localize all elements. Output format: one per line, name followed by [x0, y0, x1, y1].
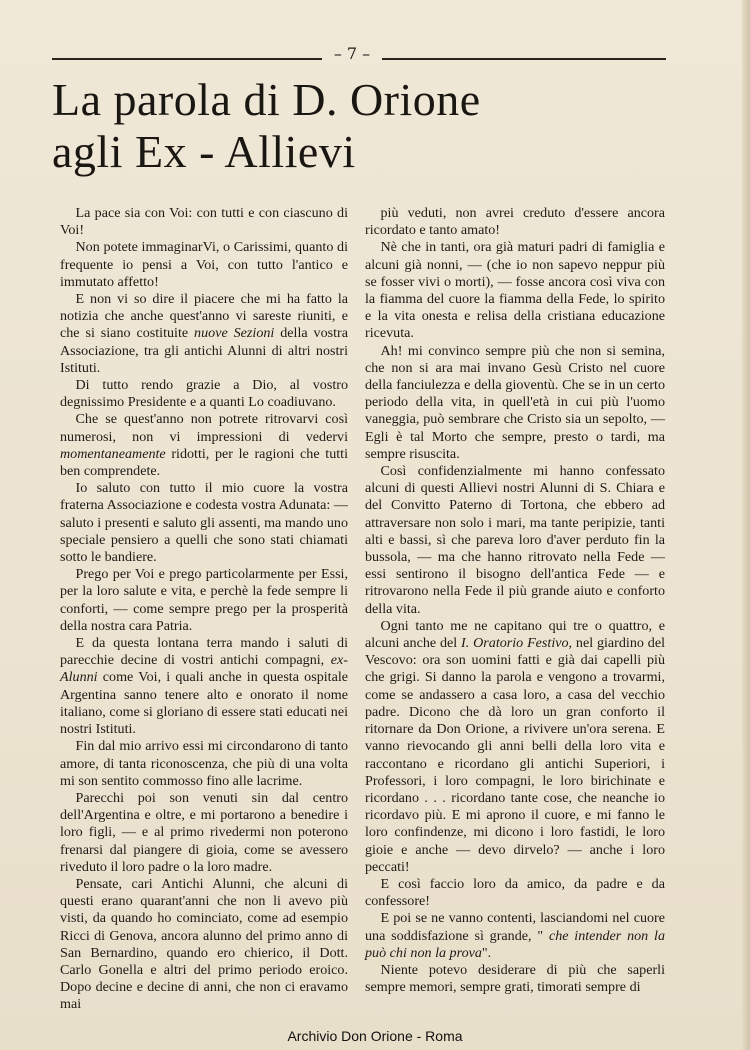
article-title — [52, 74, 672, 178]
left-column-paragraph: E da questa lontana terra mando i saluti di parecchie decine di vostri antichi compagni, ex-Alunni come Voi, i quali anche in questa ospitale Argentina sanno tenere alto e onorato il nome italiano, come si gloriano di essere stati educati nei nostri Istituti. — [60, 635, 348, 738]
right-column — [365, 205, 665, 996]
right-column-paragraph: Niente potevo desiderare di più che saperli sempre memori, sempre grati, timorati sempre di — [365, 961, 665, 996]
left-column-paragraph: E non vi so dire il piacere che mi ha fatto la notizia che anche quest'anno vi sareste riuniti, e che si siano costituite nuove Sezioni della vostra Associazione, tra gli antichi Alunni di altri nostri Istituti. — [60, 291, 348, 376]
right-column-paragraph: Nè che in tanti, ora già maturi padri di famiglia e alcuni già nonni, — (che io non sapevo neppur più se fosser vivi o morti), — fosse ancora così viva con la fiamma del cuore la fiamma della Fede, lo spirito e la vita onesta e relisa della cristiana educazione ricevuta. — [365, 239, 665, 342]
left-column-paragraph: Io saluto con tutto il mio cuore la vostra fraterna Associazione e codesta vostra Adunata: — saluto i presenti e saluto gli assenti, ma mando uno speciale pensiero a quelli che sono stati chiamati sotto le bandiere. — [60, 480, 348, 566]
left-column-paragraph: Fin dal mio arrivo essi mi circondarono di tanto amore, di tanta riconoscenza, che più di una volta mi son sentito commosso fino alle lacrime. — [60, 738, 348, 789]
left-column — [60, 205, 348, 1014]
header-rule-left — [52, 58, 322, 60]
left-column-paragraph: Prego per Voi e prego particolarmente per Essi, per la loro salute e vita, e perchè la fede sempre li conforti, — come sempre prego per la prosperità della nostra cara Patria. — [60, 566, 348, 634]
page-number: – 7 – — [333, 44, 371, 63]
title-line-1: La parola di D. Orione — [52, 74, 481, 125]
left-column-paragraph: Che se quest'anno non potrete ritrovarvi così numerosi, non vi impressioni di vedervi momentaneamente ridotti, per le ragioni che tutti ben comprendete. — [60, 411, 348, 480]
archive-caption: Archivio Don Orione - Roma — [287, 1028, 463, 1044]
right-column-paragraph: più veduti, non avrei creduto d'essere ancora ricordato e tanto amato! — [365, 205, 665, 239]
page-edge — [742, 0, 750, 1050]
title-line-2: agli Ex - Allievi — [52, 126, 356, 177]
left-column-paragraph: La pace sia con Voi: con tutti e con ciascuno di Voi! — [60, 205, 348, 239]
right-column-paragraph: E poi se ne vanno contenti, lasciandomi nel cuore una soddisfazione sì grande, " che intender non la può chi non la prova". — [365, 910, 666, 961]
left-column-paragraph: Parecchi poi son venuti sin dal centro dell'Argentina e oltre, e mi portarono a benedire i loro figli, — e al primo rivedermi non poterono frenarsi dal piangere di gioia, come se avessero riveduto il loro padre o la loro madre. — [60, 789, 348, 875]
right-column-paragraph: Così confidenzialmente mi hanno confessato alcuni di questi Allievi nostri Alunni di S. Chiara e del Convitto Paterno di Tortona, che ebbero ad attraversare non solo i mari, ma tante peripizie, tanti alti e bassi, sì che pareva loro d'aver perduto fin la bussola, — ma che hanno ritrovato nella Fede — essi sentirono il bisogno dell'antica Fede — e ritrovarono nella Fede il più grande aiuto e conforto della vita. — [365, 463, 665, 617]
left-column-paragraph: Non potete immaginarVi, o Carissimi, quanto di frequente io pensi a Voi, con tutto l'antico e immutato affetto! — [60, 239, 348, 290]
left-column-paragraph: Di tutto rendo grazie a Dio, al vostro degnissimo Presidente e a quanti Lo coadiuvano. — [60, 377, 348, 411]
right-column-paragraph: E così faccio loro da amico, da padre e da confessore! — [365, 875, 665, 910]
right-column-paragraph: Ogni tanto me ne capitano qui tre o quattro, e alcuni anche del I. Oratorio Festivo, nel giardino del Vescovo: ora son uomini fatti e già dai capelli più che grigi. Si danno la parola e vengono a trovarmi, come se andassero a casa loro, a casa del vecchio padre. Dicono che dà loro un gran conforto il ritornare da Don Orione, a rivivere un'ora serena. E vanno rievocando gli anni belli della loro vita e raccontano e ricordano gli antichi Superiori, i Professori, i loro compagni, le loro birichinate e ricordano . . . ricordano tante cose, che neanche io ricordavo più. E mi aprono il cuore, e mi fanno le loro confindenze, mi dicono i loro fastidi, le loro gioie e anche — devo dirvelo? — anche i loro peccati! — [365, 617, 665, 875]
right-column-paragraph: Ah! mi convinco sempre più che non si semina, che non si ara mai invano Gesù Cristo nel cuore della fanciulezza e della gioventù. Che se in un certo periodo della vita, in quell'età in cui più l'uomo vaneggia, può sembrare che Cristo sia un sepolto, — Egli è tal Morto che sempre, presto o tardi, ma sempre risuscita. — [365, 342, 665, 462]
left-column-paragraph: Pensate, cari Antichi Alunni, che alcuni di questi erano quarant'anni che non li avevo più visti, da quando ho cominciato, come ad esempio Ricci di Genova, ancora alunno del primo anno di San Bernardino, quando ero chierico, il Dott. Carlo Gonella e altri del primo periodo eroico. Dopo decine e decine di anni, che non ci eravamo mai — [60, 875, 348, 1013]
header-rule-right — [382, 58, 666, 60]
